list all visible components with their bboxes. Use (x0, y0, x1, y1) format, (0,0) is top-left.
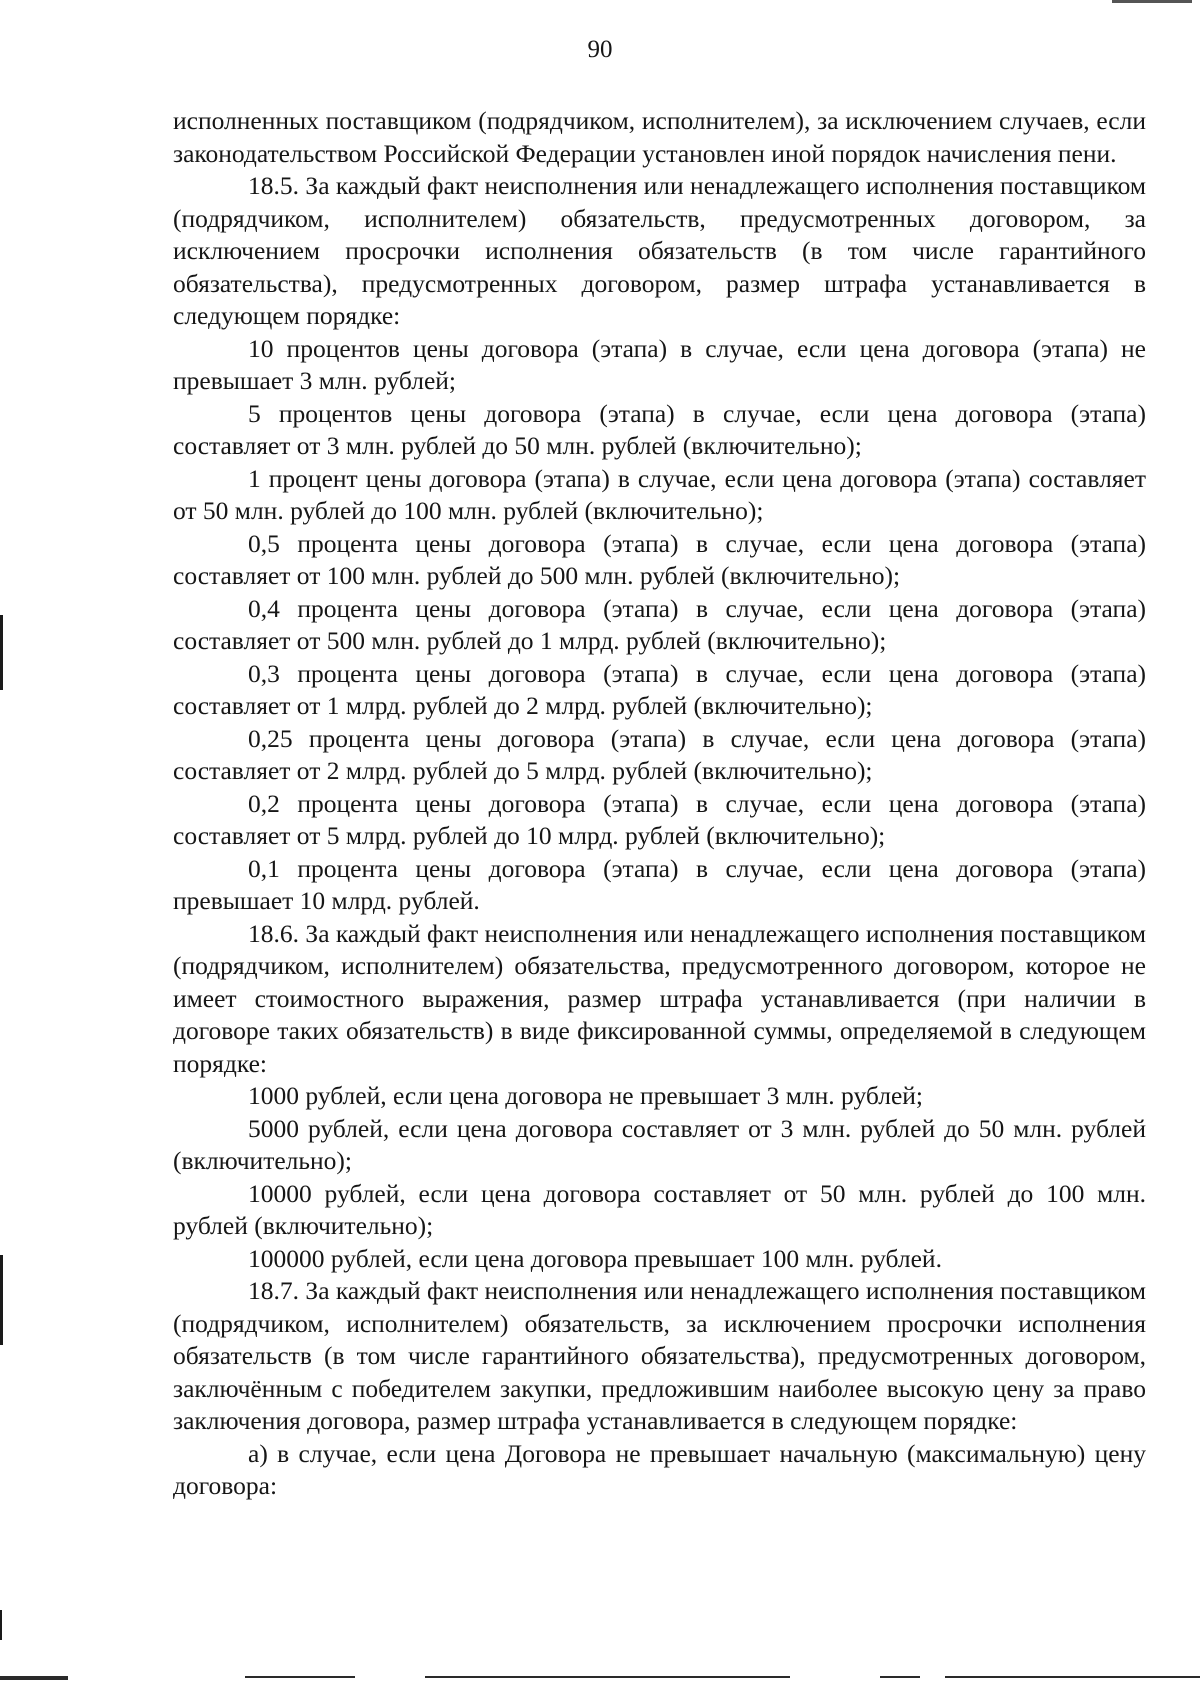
paragraph-18-6: 18.6. За каждый факт неисполнения или ненадлежащего исполнения поставщиком (подрядчиком, исполнителем) обязательства, предусмотренного договором, которое не имеет стоимостного выражения, размер штрафа устанавливается (при наличии в договоре таких обязательств) в виде фиксированной суммы, определяемой в следующем порядке: (173, 918, 1146, 1078)
list-item-10000-rub: 10000 рублей, если цена договора составляет от 50 млн. рублей до 100 млн. рублей (включительно); (173, 1178, 1146, 1240)
list-item-10-percent: 10 процентов цены договора (этапа) в случае, если цена договора (этапа) не превышает 3 млн. рублей; (173, 333, 1146, 395)
list-item-1000-rub: 1000 рублей, если цена договора не превышает 3 млн. рублей; (248, 1081, 924, 1110)
paragraph-item-a: а) в случае, если цена Договора не превышает начальную (максимальную) цену договора: (173, 1438, 1146, 1500)
scan-artifact-bottom-line (0, 1676, 68, 1680)
list-item-100000-rub: 100000 рублей, если цена договора превышает 100 млн. рублей. (248, 1243, 942, 1273)
list-item-5000-rub: 5000 рублей, если цена договора составляет от 3 млн. рублей до 50 млн. рублей (включительно); (173, 1113, 1146, 1175)
page-number: 90 (587, 36, 613, 63)
list-item-0-2-percent: 0,2 процента цены договора (этапа) в случае, если цена договора (этапа) составляет от 5 млрд. рублей до 10 млрд. рублей (включительно); (173, 788, 1146, 850)
paragraph-18-5: 18.5. За каждый факт неисполнения или ненадлежащего исполнения поставщиком (подрядчиком, исполнителем) обязательств, предусмотренных договором, за исключением просрочки исполнения обязательств (в том числе гарантийного обязательства), предусмотренных договором, размер штрафа устанавливается в следующем порядке: (173, 171, 1146, 330)
document-body (173, 105, 1146, 1503)
scan-artifact-bottom-line (425, 1676, 790, 1678)
list-item-0-1-percent: 0,1 процента цены договора (этапа) в случае, если цена договора (этапа) превышает 10 млрд. рублей. (173, 853, 1146, 915)
paragraph-continuation: исполненных поставщиком (подрядчиком, исполнителем), за исключением случаев, если законодательством Российской Федерации установлен иной порядок начисления пени. (173, 106, 1146, 168)
scan-artifact-bottom-line (245, 1676, 355, 1678)
scan-artifact-top (1112, 0, 1192, 3)
scan-artifact-left-edge (0, 615, 3, 690)
list-item-1-percent: 1 процент цены договора (этапа) в случае, если цена договора (этапа) составляет от 50 млн. рублей до 100 млн. рублей (включительно); (173, 463, 1146, 525)
scan-artifact-left-edge (0, 1610, 2, 1640)
scan-artifact-left-edge (0, 1255, 3, 1345)
list-item-0-3-percent: 0,3 процента цены договора (этапа) в случае, если цена договора (этапа) составляет от 1 млрд. рублей до 2 млрд. рублей (включительно); (173, 658, 1146, 720)
scan-artifact-bottom-line (945, 1676, 1200, 1678)
scan-artifact-bottom-line (880, 1676, 920, 1678)
list-item-5-percent: 5 процентов цены договора (этапа) в случае, если цена договора (этапа) составляет от 3 млн. рублей до 50 млн. рублей (включительно); (173, 398, 1146, 460)
paragraph-18-7: 18.7. За каждый факт неисполнения или ненадлежащего исполнения поставщиком (подрядчиком, исполнителем) обязательств, за исключением просрочки исполнения обязательств (в том числе гарантийного обязательства), предусмотренных договором, заключённым с победителем закупки, предложившим наиболее высокую цену за право заключения договора, размер штрафа устанавливается в следующем порядке: (173, 1276, 1146, 1435)
list-item-0-4-percent: 0,4 процента цены договора (этапа) в случае, если цена договора (этапа) составляет от 500 млн. рублей до 1 млрд. рублей (включительно); (173, 593, 1146, 655)
list-item-0-25-percent: 0,25 процента цены договора (этапа) в случае, если цена договора (этапа) составляет от 2 млрд. рублей до 5 млрд. рублей (включительно); (173, 723, 1146, 785)
list-item-0-5-percent: 0,5 процента цены договора (этапа) в случае, если цена договора (этапа) составляет от 100 млн. рублей до 500 млн. рублей (включительно); (173, 528, 1146, 590)
